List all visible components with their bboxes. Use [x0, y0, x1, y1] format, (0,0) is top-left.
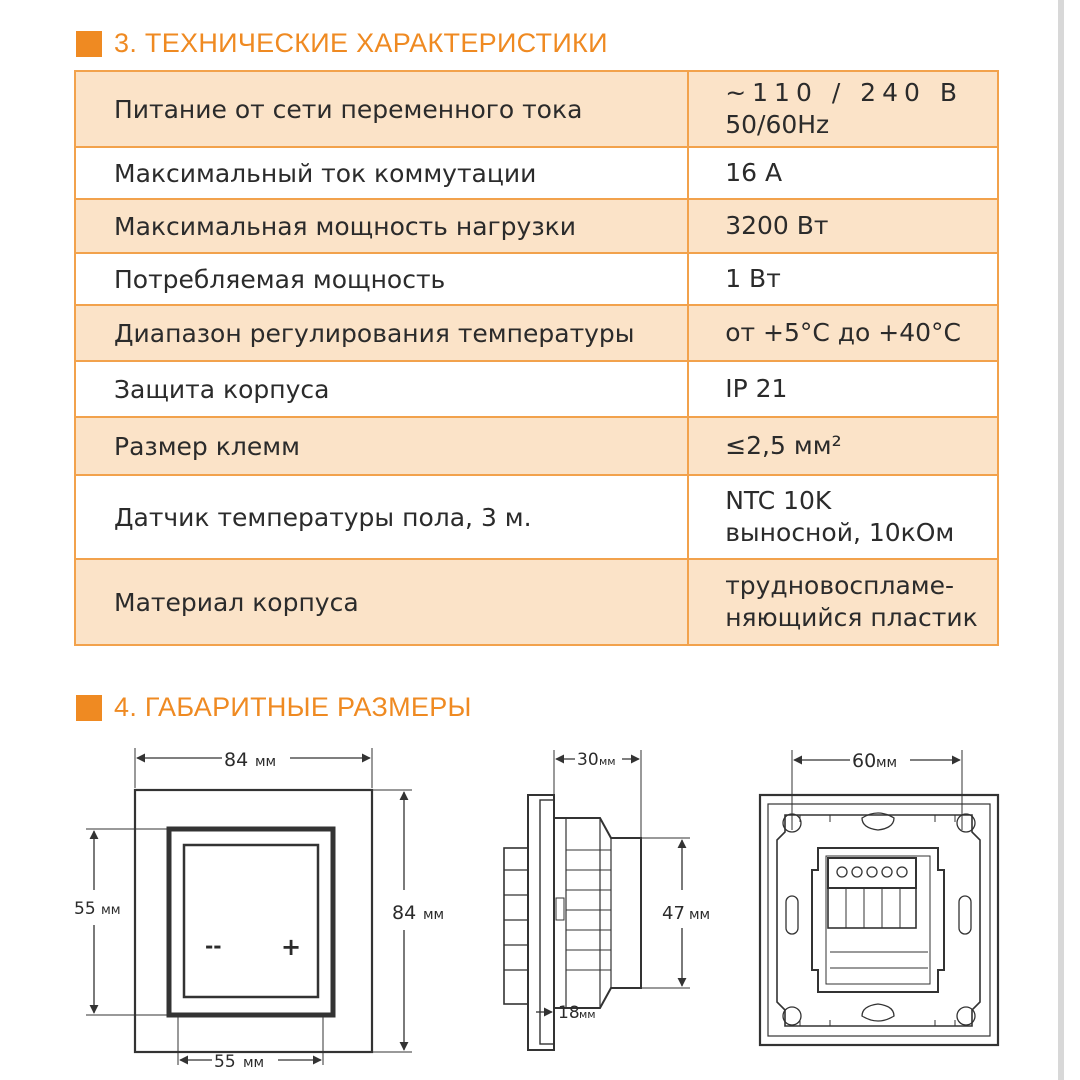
dim-side-height-value: 47 — [662, 903, 685, 924]
dim-back-width-unit: мм — [876, 755, 898, 771]
dimension-drawings — [0, 720, 1080, 1080]
dim-front-height-value: 84 — [392, 902, 417, 924]
table-row — [75, 559, 998, 645]
spec-value-line: 50/60Hz — [725, 110, 830, 139]
spec-label: Максимальная мощность нагрузки — [75, 199, 688, 253]
spec-value-line: няющийся пластик — [725, 603, 978, 632]
orange-square-icon — [76, 31, 102, 57]
table-row — [75, 417, 998, 475]
table-row — [75, 199, 998, 253]
spec-value — [688, 559, 998, 645]
spec-value-line: выносной, 10кОм — [725, 518, 955, 547]
table-row — [75, 305, 998, 361]
specs-title-text: 3. ТЕХНИЧЕСКИЕ ХАРАКТЕРИСТИКИ — [114, 28, 608, 58]
dim-front-height-unit: мм — [423, 907, 445, 923]
spec-label: Защита корпуса — [75, 361, 688, 417]
spec-label: Датчик температуры пола, 3 м. — [75, 475, 688, 559]
table-row — [75, 71, 998, 147]
dim-inner-width-value: 55 — [214, 1052, 236, 1072]
dim-back-width-value: 60 — [852, 750, 877, 772]
front-view-drawing — [86, 748, 412, 1065]
specs-section-title — [76, 28, 608, 59]
back-view-drawing — [760, 750, 998, 1045]
dim-inner-height-value: 55 — [74, 899, 96, 919]
dim-side-depth-unit: мм — [599, 755, 616, 768]
spec-value — [688, 475, 998, 559]
spec-value: 3200 Вт — [688, 199, 998, 253]
spec-label: Максимальный ток коммутации — [75, 147, 688, 199]
spec-value-line: ~110 / 240 В — [725, 78, 963, 107]
dims-section-title — [76, 692, 472, 723]
table-row — [75, 253, 998, 305]
spec-value: 1 Вт — [688, 253, 998, 305]
dims-title-text: 4. ГАБАРИТНЫЕ РАЗМЕРЫ — [114, 692, 472, 722]
spec-label: Диапазон регулирования температуры — [75, 305, 688, 361]
dim-front-width-unit: мм — [255, 754, 277, 770]
spec-label: Размер клемм — [75, 417, 688, 475]
specs-table — [74, 70, 999, 646]
spec-label: Материал корпуса — [75, 559, 688, 645]
dim-side-front-value: 18 — [558, 1003, 580, 1023]
plus-button-label: + — [281, 933, 302, 961]
dim-side-height-unit: мм — [689, 907, 711, 923]
spec-value: 16 А — [688, 147, 998, 199]
spec-value: IP 21 — [688, 361, 998, 417]
orange-square-icon — [76, 695, 102, 721]
spec-label: Питание от сети переменного тока — [75, 71, 688, 147]
spec-value-line: NTC 10K — [725, 486, 832, 515]
spec-value-line: трудновоспламе- — [725, 571, 955, 600]
side-view-drawing — [504, 750, 690, 1050]
table-row — [75, 147, 998, 199]
dim-inner-height-unit: мм — [101, 903, 121, 918]
spec-value — [688, 71, 998, 147]
minus-button-label: -- — [205, 934, 222, 958]
spec-label: Потребляемая мощность — [75, 253, 688, 305]
table-row — [75, 361, 998, 417]
spec-value: ≤2,5 мм² — [688, 417, 998, 475]
dim-side-depth-value: 30 — [577, 750, 599, 770]
table-row — [75, 475, 998, 559]
dim-front-width-value: 84 — [224, 749, 249, 771]
dim-inner-width-unit: мм — [243, 1055, 265, 1071]
dim-side-front-unit: мм — [579, 1008, 596, 1021]
spec-value: от +5°С до +40°С — [688, 305, 998, 361]
